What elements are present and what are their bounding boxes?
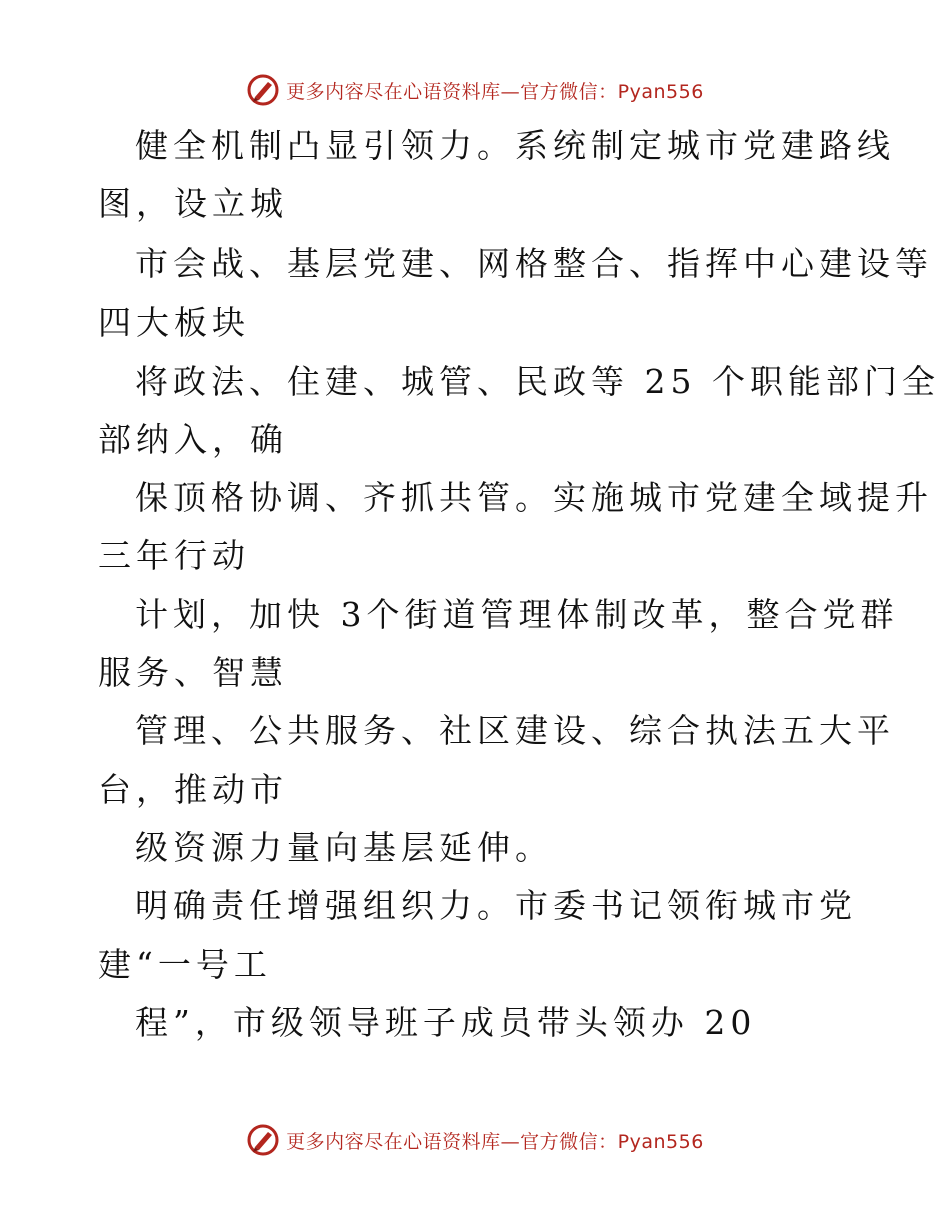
paragraph-line: 级资源力量向基层延伸。: [135, 828, 553, 867]
header-banner-text: 更多内容尽在心语资料库—官方微信：Pyan556: [286, 80, 704, 103]
header-banner: [0, 70, 950, 110]
paragraph-line: 四大板块: [98, 303, 250, 342]
paragraph-line: 建“一号工: [98, 945, 272, 984]
footer-banner: [0, 1120, 950, 1160]
paragraph-line: 明确责任增强组织力。市委书记领衔城市党: [135, 886, 857, 925]
paragraph-line: 服务、智慧: [98, 653, 288, 692]
pen-seal-logo: [246, 1123, 280, 1157]
paragraph-line: 图，设立城: [98, 184, 288, 223]
paragraph-line: 健全机制凸显引领力。系统制定城市党建路线: [135, 126, 895, 165]
paragraph-line: 台，推动市: [98, 770, 288, 809]
paragraph-line: 部纳入，确: [98, 420, 288, 459]
paragraph-line: 程”，市级领导班子成员带头领办 20: [135, 1003, 757, 1042]
paragraph-line: 将政法、住建、城管、民政等 25 个职能部门全: [135, 362, 940, 401]
pen-seal-logo: [246, 73, 280, 107]
footer-banner-text: 更多内容尽在心语资料库—官方微信：Pyan556: [286, 1130, 704, 1153]
paragraph-line: 保顶格协调、齐抓共管。实施城市党建全域提升: [135, 478, 933, 517]
paragraph-line: 三年行动: [98, 536, 250, 575]
paragraph-line: 管理、公共服务、社区建设、综合执法五大平: [135, 711, 895, 750]
paragraph-line: 计划，加快 3个街道管理体制改革，整合党群: [135, 595, 899, 634]
paragraph-line: 市会战、基层党建、网格整合、指挥中心建设等: [135, 244, 933, 283]
